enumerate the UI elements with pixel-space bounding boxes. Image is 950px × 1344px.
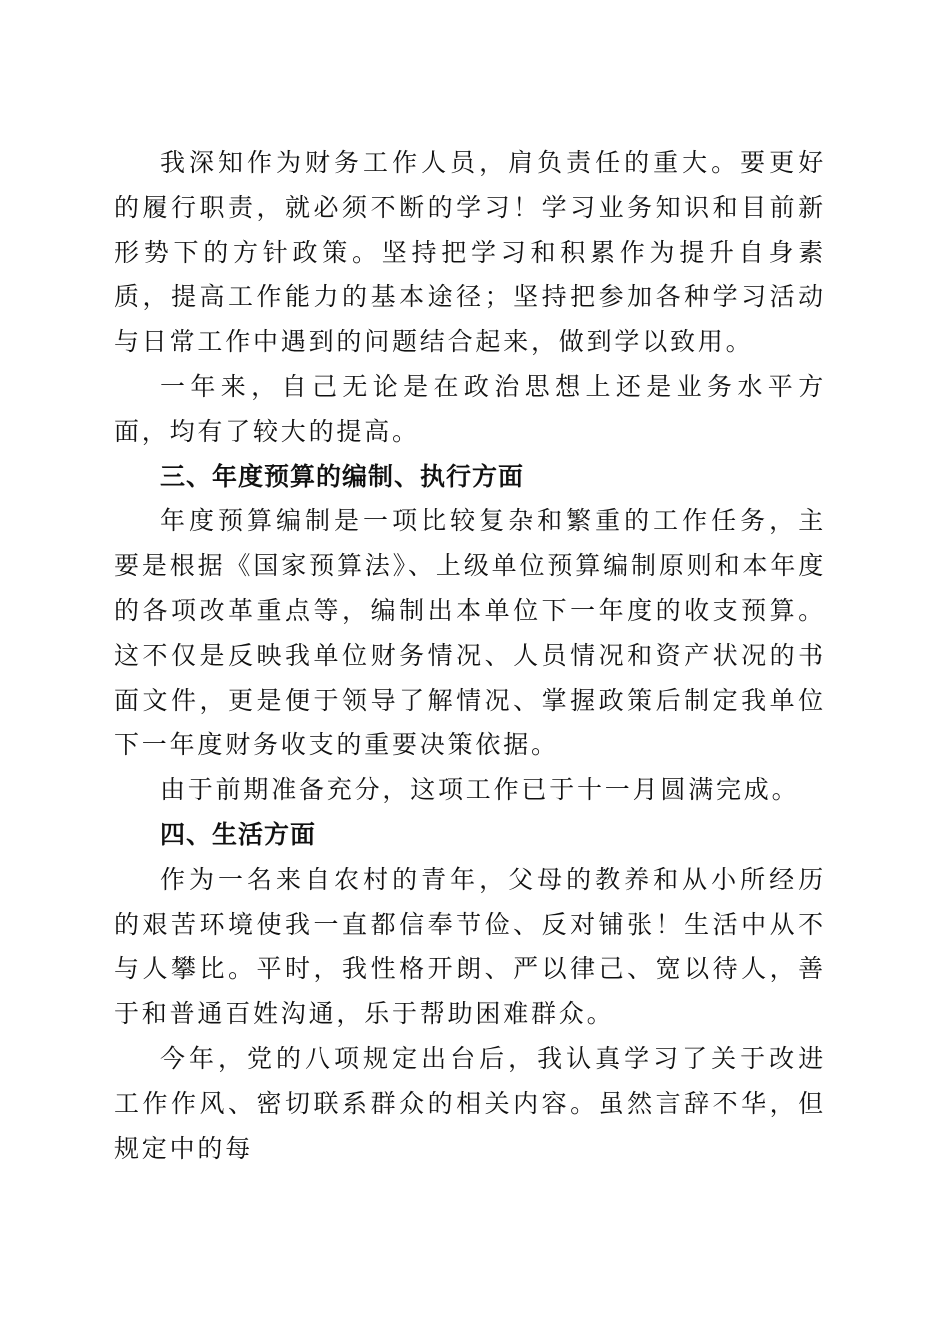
- paragraph-budget-compilation: 年度预算编制是一项比较复杂和繁重的工作任务，主要是根据《国家预算法》、上级单位预算编制原则和本年度的各项改革重点等，编制出本单位下一年度的收支预算。这不仅是反映我单位财务情况、人员情况和资产状况的书面文件，更是便于领导了解情况、掌握政策后制定我单位下一年度财务收支的重要决策依据。: [114, 506, 826, 760]
- document-body: [114, 141, 826, 1171]
- paragraph-eight-rules: 今年，党的八项规定出台后，我认真学习了关于改进工作作风、密切联系群众的相关内容。虽然言辞不华，但规定中的每: [114, 1043, 826, 1163]
- paragraph-frugal-life: 作为一名来自农村的青年，父母的教养和从小所经历的艰苦环境使我一直都信奉节俭、反对铺张！生活中从不与人攀比。平时，我性格开朗、严以律己、宽以待人，善于和普通百姓沟通，乐于帮助困难群众。: [114, 864, 826, 1029]
- paragraph-budget-completed: 由于前期准备充分，这项工作已于十一月圆满完成。: [160, 775, 800, 805]
- paragraph-year-improvement: 一年来，自己无论是在政治思想上还是业务水平方面，均有了较大的提高。: [114, 371, 826, 446]
- paragraph-study-duties: 我深知作为财务工作人员，肩负责任的重大。要更好的履行职责，就必须不断的学习！学习业务知识和目前新形势下的方针政策。坚持把学习和积累作为提升自身素质，提高工作能力的基本途径；坚持把参加各种学习活动与日常工作中遇到的问题结合起来，做到学以致用。: [114, 148, 826, 357]
- section-heading-life: 四、生活方面: [160, 819, 317, 849]
- section-heading-budget: 三、年度预算的编制、执行方面: [160, 461, 525, 491]
